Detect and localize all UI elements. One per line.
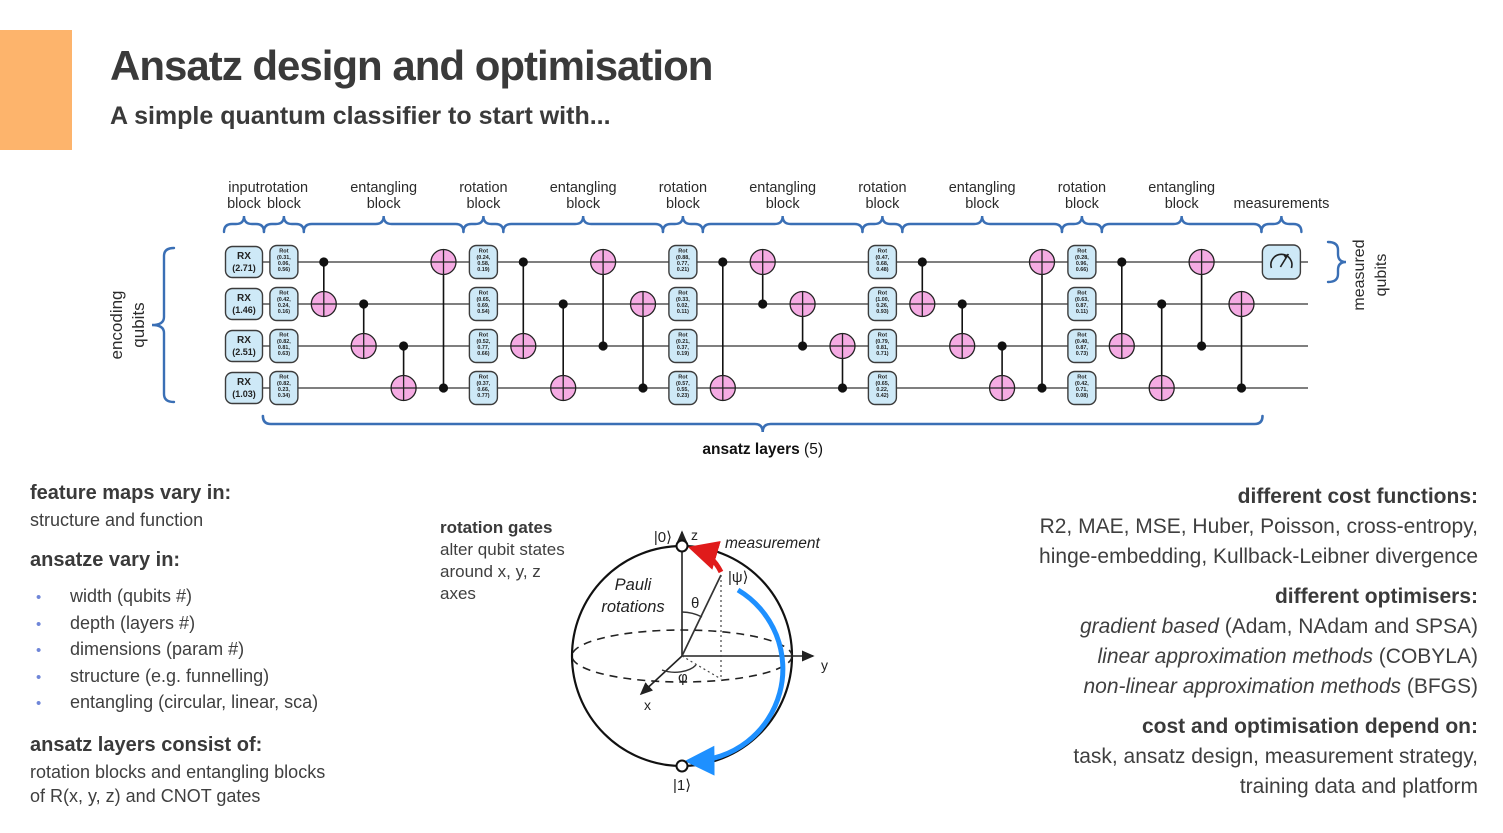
measurement-gate [1262, 245, 1300, 279]
ket0-marker [677, 541, 688, 552]
left-panel-section [30, 482, 442, 532]
bullet-text: width (qubits #) [70, 586, 193, 606]
rot-gate-value: 0.68, [876, 261, 889, 267]
rot-gate-value: 0.63) [277, 351, 291, 357]
rot-gate-value: 0.16) [277, 309, 291, 315]
cnot-control [718, 257, 727, 266]
rot-gate-value: (0.63, [1075, 297, 1089, 303]
rot-gate-name: Rot [1077, 332, 1087, 339]
block-label: block [466, 196, 501, 212]
cnot-control [399, 341, 408, 350]
block-label: block [366, 196, 401, 212]
bullet-item [30, 637, 442, 664]
rot-gate-value: 0.93) [876, 309, 889, 315]
ket1-label: |1⟩ [672, 777, 692, 794]
rot-gate-name: Rot [678, 248, 688, 255]
measurement-label: measurement [725, 535, 820, 552]
rot-gate-value: 0.42) [876, 393, 889, 399]
bullet-text: dimensions (param #) [70, 639, 245, 659]
rx-gate-name: RX [237, 335, 251, 346]
block-brace [1261, 216, 1301, 232]
cnot-control [359, 299, 368, 308]
bullet-text: structure (e.g. funnelling) [70, 665, 270, 686]
left-text-panel [30, 482, 442, 825]
section-line: training data and platform [1239, 775, 1478, 798]
bullet-dot: • [36, 615, 42, 633]
block-brace [1062, 216, 1102, 232]
section-line: of R(x, y, z) and CNOT gates [30, 785, 261, 806]
rot-gate-value: 0.37, [676, 345, 689, 351]
ket1-marker [677, 761, 688, 772]
rot-gate-value: (0.88, [676, 255, 690, 261]
rot-gate-value: (1.00, [875, 297, 890, 303]
section-heading: different cost functions: [1237, 485, 1478, 508]
rot-gate-value: 0.77, [676, 261, 689, 267]
rot-gate-name: Rot [478, 248, 489, 255]
rot-gate-value: 0.54) [477, 309, 490, 315]
block-label: rotation [259, 180, 309, 196]
encoding-brace [152, 248, 174, 402]
bullet-item [30, 664, 442, 691]
section-line: R2, MAE, MSE, Huber, Poisson, cross-entropy, [1039, 515, 1478, 538]
block-label: block [1164, 196, 1199, 212]
rot-gate-value: (0.79, [875, 339, 890, 345]
rot-gate-value: (0.57, [676, 381, 690, 387]
rot-gate-value: (0.82, [277, 339, 291, 345]
rot-gate-value: 0.19) [676, 351, 690, 357]
rot-gate-value: 0.69, [477, 303, 490, 309]
rotation-note-line: alter qubit states [440, 540, 565, 559]
rot-gate-value: (0.47, [875, 255, 890, 261]
rot-gate-name: Rot [279, 374, 289, 381]
rot-gate-value: 0.26, [876, 303, 889, 309]
cnot-control [1197, 341, 1206, 350]
cnot-control [638, 383, 647, 392]
rot-gate-value: (0.82, [277, 381, 291, 387]
block-label: rotation [459, 180, 508, 196]
bloch-sphere-svg [545, 498, 845, 828]
section-line: linear approximation methods (COBYLA) [1097, 645, 1478, 668]
rotation-arc-arrow [692, 590, 783, 761]
rot-gate-value: 0.71) [876, 351, 889, 357]
rot-gate-value: (0.33, [676, 297, 690, 303]
encoding-qubits-label: encoding [107, 290, 126, 360]
rot-gate-value: 0.77, [477, 345, 490, 351]
rot-gate-name: Rot [478, 290, 489, 297]
rotation-note-line: axes [440, 584, 476, 603]
rot-gate-name: Rot [877, 374, 888, 381]
block-label: rotation [1057, 180, 1107, 196]
rot-gate-name: Rot [877, 248, 888, 255]
phi-label: φ [678, 669, 688, 686]
block-brace [862, 216, 902, 232]
ket0-label: |0⟩ [653, 529, 672, 546]
bullet-list [30, 584, 442, 717]
rx-gate-value: (2.71) [232, 263, 256, 273]
rot-gate-value: (0.21, [676, 339, 690, 345]
rot-gate-value: 0.06, [277, 261, 290, 267]
rot-gate-value: 0.71, [1075, 387, 1088, 393]
cnot-control [599, 341, 608, 350]
projection-plane [682, 656, 721, 679]
rot-gate-value: 0.11) [676, 309, 689, 315]
section-line: hinge-embedding, Kullback-Leibner divergence [1039, 545, 1478, 568]
italic-text: linear approximation methods [1097, 645, 1373, 668]
cnot-control [519, 257, 528, 266]
page-subtitle: A simple quantum classifier to start with... [110, 102, 611, 130]
section-line: non-linear approximation methods (BFGS) [1083, 675, 1478, 698]
block-label: input [228, 180, 260, 196]
section-line: gradient based (Adam, NAdam and SPSA) [1079, 615, 1478, 638]
rot-gate-value: 0.81, [876, 345, 889, 351]
rot-gate-name: Rot [1077, 290, 1087, 297]
block-label: entangling [749, 180, 817, 196]
section-heading: ansatze vary in: [30, 549, 181, 571]
rot-gate-name: Rot [877, 332, 888, 339]
section-heading: different optimisers: [1274, 585, 1478, 608]
block-label: block [1064, 196, 1099, 212]
rot-gate-value: 0.73) [1075, 351, 1089, 357]
cnot-control [958, 299, 967, 308]
block-label: entangling [350, 180, 418, 196]
bullet-dot: • [36, 589, 42, 606]
cnot-control [559, 299, 568, 308]
rot-gate-name: Rot [1077, 248, 1087, 255]
rot-gate-name: Rot [678, 332, 688, 339]
bullet-item [30, 611, 442, 638]
ansatz-layers-brace [263, 416, 1263, 432]
rot-gate-value: 0.23) [676, 393, 690, 399]
rot-gate-value: 0.55, [676, 387, 689, 393]
rot-gate-value: 0.23, [277, 387, 290, 393]
section-heading: feature maps vary in: [30, 482, 232, 504]
rot-gate-value: (0.37, [476, 381, 491, 387]
section-line: task, ansatz design, measurement strategy, [1073, 745, 1478, 768]
bullet-item [30, 584, 442, 611]
section-line: structure and function [30, 510, 204, 530]
section-line: rotation blocks and entangling blocks [30, 761, 326, 782]
rot-gate-value: (0.40, [1075, 339, 1089, 345]
block-label: block [266, 196, 301, 212]
accent-block [0, 30, 72, 150]
theta-arc [682, 612, 702, 617]
theta-label: θ [691, 595, 700, 612]
bloch-sphere-figure [545, 498, 845, 828]
block-brace [224, 216, 264, 232]
rx-gate-name: RX [237, 377, 251, 388]
bullet-text: depth (layers #) [70, 612, 196, 633]
block-brace [304, 216, 464, 232]
block-label: measurements [1233, 196, 1330, 212]
rot-gate-name: Rot [478, 332, 489, 339]
left-panel-section [30, 734, 442, 808]
rot-gate-value: 0.19) [477, 267, 490, 273]
rx-gate-value: (2.51) [232, 347, 256, 357]
pauli-rotations-label-2: rotations [601, 598, 665, 616]
rot-gate-value: 0.02, [676, 303, 689, 309]
section-heading: ansatz layers consist of: [30, 733, 263, 756]
italic-text: non-linear approximation methods [1083, 675, 1401, 698]
circuit-svg [100, 170, 1403, 465]
rot-gate-value: 0.66) [1075, 267, 1089, 273]
block-label: rotation [658, 180, 708, 196]
italic-text: gradient based [1079, 615, 1219, 638]
rx-gate-value: (1.03) [232, 389, 256, 399]
rot-gate-value: (0.42, [1075, 381, 1089, 387]
rot-gate-value: 0.56) [277, 267, 291, 273]
rot-gate-name: Rot [877, 290, 888, 297]
quantum-circuit-diagram [100, 170, 1403, 465]
rot-gate-value: 0.11) [1075, 309, 1088, 315]
pauli-rotations-label-1: Pauli [614, 576, 652, 594]
rot-gate-name: Rot [1077, 374, 1087, 381]
cnot-control [798, 341, 807, 350]
block-label: block [227, 196, 261, 212]
block-brace [902, 216, 1062, 232]
rot-gate-value: 0.58, [477, 261, 490, 267]
rot-gate-value: (0.52, [476, 339, 491, 345]
rot-gate-value: (0.42, [277, 297, 291, 303]
bullet-dot: • [36, 642, 42, 659]
measured-brace [1328, 242, 1346, 282]
block-brace [503, 216, 663, 232]
block-label: block [965, 196, 1000, 212]
rot-gate-value: 0.87, [1075, 303, 1088, 309]
block-brace [463, 216, 503, 232]
rot-gate-value: 0.34) [277, 393, 291, 399]
block-label: entangling [1148, 180, 1216, 196]
y-axis-label: y [821, 657, 828, 673]
rot-gate-value: 0.66) [477, 351, 490, 357]
measured-qubits-label: qubits [1373, 253, 1390, 297]
x-axis [641, 656, 682, 694]
left-panel-section [30, 549, 442, 717]
rot-gate-value: 0.08) [1075, 393, 1089, 399]
rot-gate-value: 0.87, [1075, 345, 1088, 351]
right-panel-section [898, 482, 1478, 572]
rot-gate-value: 0.81, [277, 345, 290, 351]
cnot-control [1237, 383, 1246, 392]
right-panel-section [898, 582, 1478, 702]
rot-gate-name: Rot [279, 290, 289, 297]
block-label: block [765, 196, 800, 212]
bullet-text: entangling (circular, linear, sca) [70, 692, 319, 712]
bullet-dot: • [36, 668, 42, 686]
bullet-dot: • [36, 695, 42, 712]
cnot-control [1037, 383, 1046, 392]
block-label: block [865, 196, 900, 212]
rot-gate-name: Rot [279, 332, 289, 339]
rot-gate-name: Rot [678, 290, 688, 297]
cnot-control [1157, 299, 1166, 308]
rot-gate-value: 0.77) [477, 393, 490, 399]
block-label: entangling [549, 180, 617, 196]
right-panel-section [898, 712, 1478, 802]
block-label: block [665, 196, 700, 212]
cnot-control [319, 257, 328, 266]
right-text-panel [898, 482, 1478, 802]
rot-gate-value: (0.28, [1075, 255, 1089, 261]
block-label: rotation [858, 180, 907, 196]
ansatz-layers-caption: ansatz layers (5) [702, 441, 824, 458]
page-title: Ansatz design and optimisation [110, 42, 713, 89]
rot-gate-value: 0.21) [676, 267, 690, 273]
psi-label: |ψ⟩ [728, 569, 749, 586]
cnot-control [439, 383, 448, 392]
cnot-control [998, 341, 1007, 350]
state-vector [682, 575, 721, 656]
x-axis-label: x [644, 697, 651, 713]
rx-gate-name: RX [237, 293, 251, 304]
rot-gate-value: (0.65, [476, 297, 491, 303]
rx-gate-name: RX [237, 251, 251, 262]
rot-gate-value: (0.31, [277, 255, 291, 261]
z-axis-label: z [691, 527, 698, 543]
rotation-gates-heading: rotation gates [440, 518, 553, 537]
rotation-note-line: around x, y, z [440, 562, 541, 581]
rot-gate-value: (0.65, [875, 381, 890, 387]
rot-gate-value: 0.66, [477, 387, 490, 393]
block-brace [703, 216, 863, 232]
rot-gate-value: 0.48) [876, 267, 889, 273]
cnot-control [1117, 257, 1126, 266]
rot-gate-value: (0.24, [476, 255, 491, 261]
block-brace [264, 216, 304, 232]
rot-gate-name: Rot [678, 374, 688, 381]
block-label: block [566, 196, 601, 212]
rot-gate-name: Rot [478, 374, 489, 381]
section-heading: cost and optimisation depend on: [1142, 715, 1478, 738]
block-brace [663, 216, 703, 232]
rot-gate-name: Rot [279, 248, 289, 255]
rot-gate-value: 0.24, [277, 303, 290, 309]
cnot-control [758, 299, 767, 308]
rx-gate-value: (1.46) [232, 305, 256, 315]
cnot-control [918, 257, 927, 266]
encoding-qubits-label: qubits [129, 302, 148, 348]
bullet-item [30, 690, 442, 717]
cnot-control [838, 383, 847, 392]
rot-gate-value: 0.22, [876, 387, 889, 393]
block-label: entangling [948, 180, 1016, 196]
rot-gate-value: 0.96, [1075, 261, 1088, 267]
block-brace [1102, 216, 1262, 232]
measured-qubits-label: measured [1351, 239, 1368, 311]
